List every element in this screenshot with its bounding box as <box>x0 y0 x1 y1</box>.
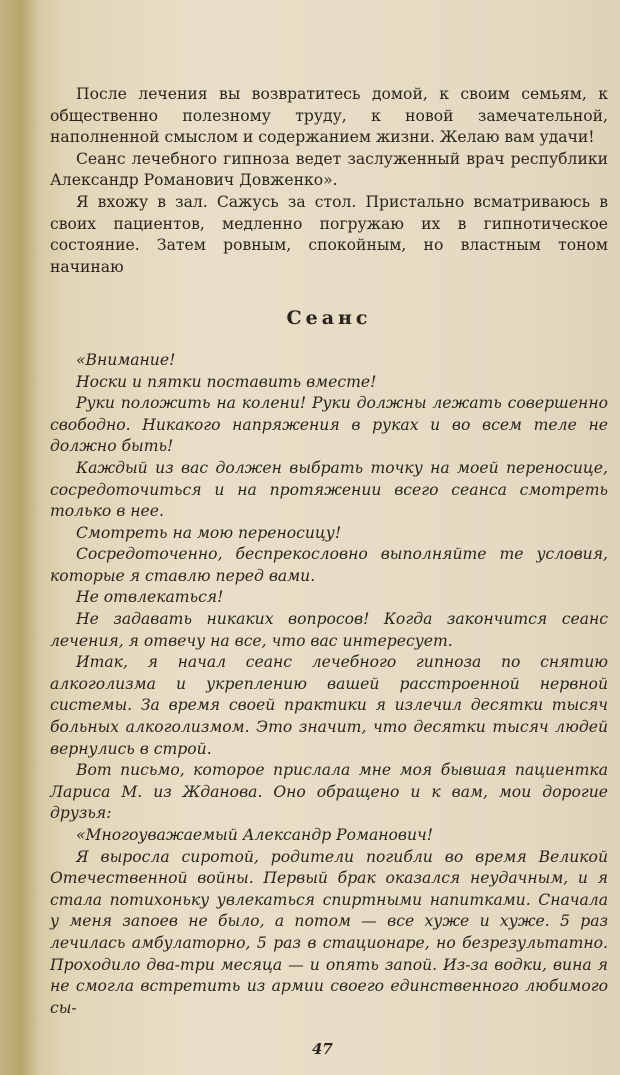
session-paragraph: «Внимание! <box>76 350 176 369</box>
page-text <box>50 84 608 1019</box>
session-paragraph: Вот письмо, которое прислала мне моя бывшая пациентка Лариса М. из Жданова. Оно обращено и к вам, мои дорогие друзья: <box>50 761 608 823</box>
session-paragraph: Смотреть на мою переносицу! <box>76 523 342 542</box>
session-paragraph: Я выросла сиротой, родители погибли во время Великой Отечественной войны. Первый брак оказался неудачным, и я стала потихоньку увлекаться спиртными напитками. Сначала у меня запоев не было, а потом — все хуже и хуже. 5 раз лечилась амбулаторно, 5 раз в стационаре, но безрезультатно. Проходило два-три месяца — и опять запой. Из-за водки, вина я не смогла встретить из армии своего единственного любимого сы- <box>50 847 608 1017</box>
intro-paragraph: Я вхожу в зал. Сажусь за стол. Пристально всматриваюсь в своих пациентов, медленно погружаю их в гипнотическое состояние. Затем ровным, спокойным, но властным тоном начинаю <box>50 192 608 276</box>
page-spine-shadow <box>0 0 40 1075</box>
intro-paragraph: Сеанс лечебного гипноза ведет заслуженный врач республики Александр Романович Довженко». <box>50 149 608 190</box>
session-paragraph: Итак, я начал сеанс лечебного гипноза по снятию алкоголизма и укреплению вашей расстроенной нервной системы. За время своей практики я излечил десятки тысяч больных алкоголизмом. Это значит, что десятки тысяч людей вернулись в строй. <box>50 653 608 758</box>
session-paragraph: Руки положить на колени! Руки должны лежать совершенно свободно. Никакого напряжения в руках и во всем теле не должно быть! <box>50 394 608 456</box>
session-paragraph: Не отвлекаться! <box>76 588 224 607</box>
session-paragraph: Носки и пятки поставить вместе! <box>76 372 377 391</box>
page-number: 47 <box>312 1040 333 1058</box>
session-paragraph: «Многоуважаемый Александр Романович! <box>76 826 433 844</box>
section-heading: Сеанс <box>286 307 372 330</box>
intro-paragraph: После лечения вы возвратитесь домой, к своим семьям, к общественно полезному труду, к новой замечательной, наполненной смыслом и содержанием жизни. Желаю вам удачи! <box>50 85 608 147</box>
session-paragraph: Каждый из вас должен выбрать точку на моей переносице, сосредоточиться и на протяжении всего сеанса смотреть только в нее. <box>50 458 608 521</box>
session-paragraph: Сосредоточенно, беспрекословно выполняйте те условия, которые я ставлю перед вами. <box>50 545 608 585</box>
session-paragraph: Не задавать никаких вопросов! Когда закончится сеанс лечения, я отвечу на все, что вас интересует. <box>50 610 608 650</box>
